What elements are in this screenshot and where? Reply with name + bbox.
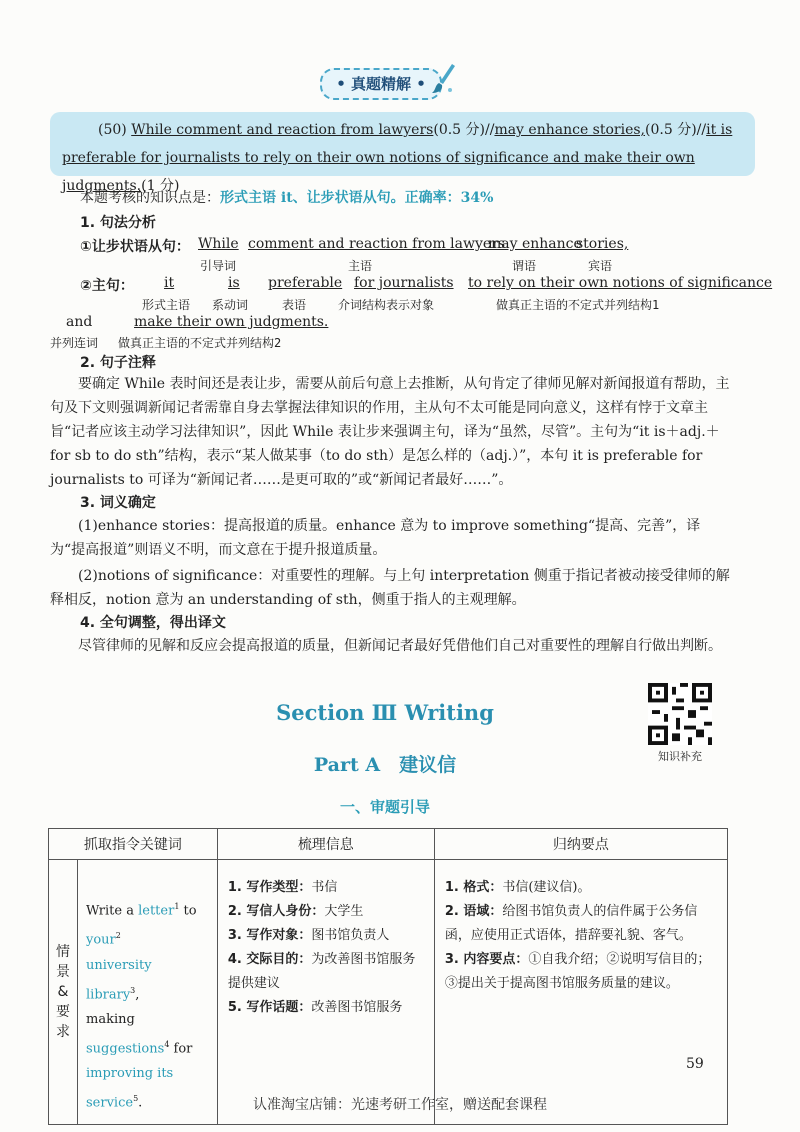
page-number: 59 xyxy=(686,1056,704,1072)
info-item: 1. 写作类型：书信 xyxy=(227,880,338,895)
clause2-word: to rely on their own notions of significance xyxy=(468,275,773,291)
clause2-word: is xyxy=(228,275,240,291)
clause2-label: ②主句： xyxy=(80,278,134,294)
clause1-role: 宾语 xyxy=(588,259,613,273)
clause2-role: 介词结构表示对象 xyxy=(338,298,435,312)
table-header: 梳理信息 xyxy=(217,829,434,860)
clause1-word: comment and reaction from lawyers xyxy=(248,236,506,252)
heading-syntax: 1. 句法分析 xyxy=(80,215,156,231)
clause1-word: While xyxy=(198,236,239,252)
clause2-word: preferable xyxy=(268,275,343,291)
clause2-word: for journalists xyxy=(354,275,454,291)
prompt-cell: Write a letter$^1$ to your$^2$ university library$^3$, making suggestions$^4$ for improving its service$^5$. xyxy=(78,860,218,1125)
clause3-word: and xyxy=(66,314,93,330)
translation-paragraph: 尽管律师的见解和反应会提高报道的质量，但新闻记者最好凭借他们自己对重要性的理解自行做出判断。 xyxy=(78,638,722,654)
point-item: 1. 格式：书信(建议信)。 xyxy=(444,880,591,895)
clause2-role: 系动词 xyxy=(212,298,249,312)
clause1-word: may enhance xyxy=(488,236,582,252)
answer-text: (50) While comment and reaction from lawyers(0.5 分)//may enhance stories,(0.5 分)//it is preferable for journalists to rely on their own notions of significance and make their own judgments.(1 分) xyxy=(62,122,733,194)
clause1-role: 谓语 xyxy=(512,259,537,273)
heading-translation: 4. 全句调整，得出译文 xyxy=(80,615,226,631)
brush-icon xyxy=(430,62,458,96)
table-header: 抓取指令关键词 xyxy=(49,829,218,860)
info-item: 5. 写作话题：改善图书馆服务 xyxy=(227,1000,403,1015)
info-item: 2. 写信人身份：大学生 xyxy=(227,904,364,919)
clause1-word: stories, xyxy=(576,236,629,252)
footer-note: 认准淘宝店铺：光速考研工作室，赠送配套课程 xyxy=(253,1097,547,1113)
info-item: 3. 写作对象：图书馆负责人 xyxy=(227,928,390,943)
subheading: 一、审题引导 xyxy=(339,798,430,816)
clause3-word: make their own judgments. xyxy=(134,314,329,330)
point-item: 3. 内容要点：①自我介绍；②说明写信目的；③提出关于提高图书馆服务质量的建议。 xyxy=(444,952,711,991)
clause2-role: 形式主语 xyxy=(142,298,191,312)
knowledge-points: 本题考核的知识点是：形式主语 it、让步状语从句。正确率：34% xyxy=(80,190,494,206)
section-title: Section Ⅲ Writing xyxy=(276,700,494,725)
clause1-label: ①让步状语从句： xyxy=(80,239,190,255)
part-title: Part A 建议信 xyxy=(313,754,457,776)
heading-word-meaning: 3. 词义确定 xyxy=(80,495,156,511)
row-label: 情 景 & 要 求 xyxy=(49,860,78,1125)
clause1-role: 引导词 xyxy=(200,259,237,273)
clause2-role: 表语 xyxy=(282,298,307,312)
analysis-table xyxy=(48,828,728,1125)
qr-code-icon[interactable] xyxy=(648,683,712,745)
clause2-role: 做真正主语的不定式并列结构1 xyxy=(496,298,660,312)
clause2-word: it xyxy=(164,275,175,291)
clause3-role: 并列连词 xyxy=(50,336,99,350)
points-cell xyxy=(434,860,727,1125)
meaning-paragraph-2: (2)notions of significance：对重要性的理解。与上句 interpretation 侧重于指记者被动接受律师的解释相反，notion 意为 an understanding of sth，侧重于指人的主观理解。 xyxy=(50,568,730,608)
clause3-role: 做真正主语的不定式并列结构2 xyxy=(118,336,282,350)
info-item: 4. 交际目的：为改善图书馆服务提供建议 xyxy=(227,952,416,991)
meaning-paragraph-1: (1)enhance stories：提高报道的质量。enhance 意为 to improve something“提高、完善”，译为“提高报道”则语义不明，而文意在于提升报道质量。 xyxy=(50,518,701,558)
info-cell xyxy=(217,860,434,1125)
annotation-paragraph: 要确定 While 表时间还是表让步，需要从前后句意上去推断，从句肯定了律师见解对新闻报道有帮助，主句及下文则强调新闻记者需靠自身去掌握法律知识的作用，主从句不太可能是同向意义，这样有悖于文章主旨“记者应该主动学习法律知识”，因此 While 表让步来强调主句，译为“虽然，尽管”。主句为“it is＋adj.＋for sb to do sth”结构，表示“某人做某事（to do sth）是怎么样的（adj.）”，本句 it is preferable for journalists to 可译为“新闻记者……是更可取的”或“新闻记者最好……”。 xyxy=(50,376,730,488)
qr-caption: 知识补充 xyxy=(658,750,702,763)
point-item: 2. 语域：给图书馆负责人的信件属于公务信函，应使用正式语体，措辞要礼貌、客气。 xyxy=(444,904,698,943)
clause1-role: 主语 xyxy=(348,259,373,273)
heading-annotation: 2. 句子注释 xyxy=(80,355,156,371)
section-badge: • 真题精解 • xyxy=(320,68,442,100)
table-header: 归纳要点 xyxy=(434,829,727,860)
